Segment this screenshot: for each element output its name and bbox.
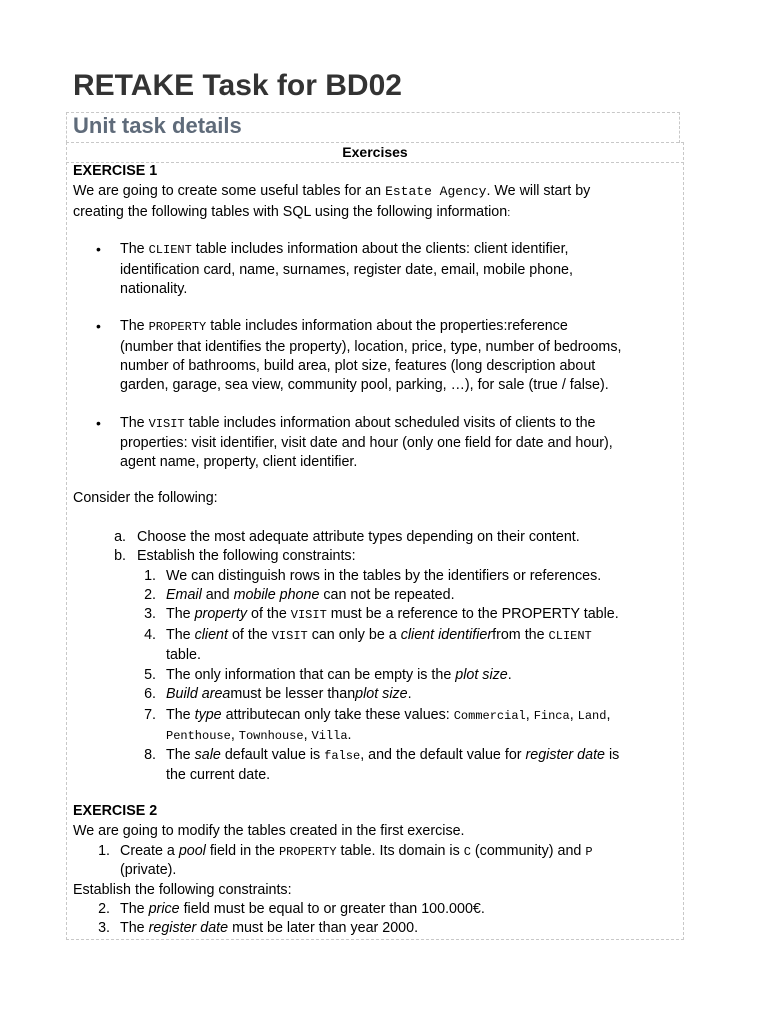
visit-table-line1: The VISIT table includes information about scheduled visits of clients to the [120, 415, 596, 431]
constraint-1: We can distinguish rows in the tables by the identifiers or references. [166, 568, 602, 584]
exercise2-item-2: The price field must be equal to or greater than 100.000€. [120, 901, 485, 917]
constraint-number: 5. [144, 667, 156, 683]
document-title: RETAKE Task for BD02 [73, 69, 402, 102]
item-number: 1. [98, 843, 110, 859]
establish-text: Establish the following constraints: [73, 882, 292, 898]
bullet-icon: • [96, 415, 101, 431]
exercise2-item-1: Create a pool field in the PROPERTY table. Its domain is C (community) and P [120, 843, 593, 859]
constraint-8-line2: the current date. [166, 767, 271, 783]
bullet-icon: • [96, 318, 101, 334]
list-label-a: a. [114, 529, 126, 545]
list-label-b: b. [114, 548, 126, 564]
client-table-line3: nationality. [120, 281, 188, 297]
exercise1-heading: EXERCISE 1 [73, 163, 158, 179]
item-b-text: Establish the following constraints: [137, 548, 356, 564]
constraint-7: The type attributecan only take these values: Commercial, Finca, Land, [166, 707, 611, 723]
bullet-icon: • [96, 241, 101, 257]
constraint-5: The only information that can be empty is the plot size. [166, 667, 512, 683]
section-subtitle: Unit task details [73, 113, 242, 138]
constraint-number: 3. [144, 606, 156, 622]
exercise2-item-3: The register date must be later than year 2000. [120, 920, 419, 936]
visit-table-line2: properties: visit identifier, visit date and hour (only one field for date and hour), [120, 435, 613, 451]
constraint-4: The client of the VISIT can only be a client identifierfrom the CLIENT [166, 627, 592, 643]
client-table-line1: The CLIENT table includes information about the clients: client identifier, [120, 241, 569, 257]
constraint-number: 6. [144, 686, 156, 702]
constraint-7-line2: Penthouse, Townhouse, Villa. [166, 727, 352, 743]
constraint-2: Email and mobile phone can not be repeated. [166, 587, 455, 603]
client-table-line2: identification card, name, surnames, register date, email, mobile phone, [120, 262, 573, 278]
exercise2-item-1-line2: (private). [120, 862, 177, 878]
constraint-number: 2. [144, 587, 156, 603]
property-table-line1: The PROPERTY table includes information about the properties:reference [120, 318, 568, 334]
item-number: 3. [98, 920, 110, 936]
header-divider [66, 162, 684, 163]
constraint-4-line2: table. [166, 647, 201, 663]
consider-text: Consider the following: [73, 490, 218, 506]
constraint-number: 1. [144, 568, 156, 584]
constraint-number: 8. [144, 747, 156, 763]
property-table-line3: number of bathrooms, build area, plot size, features (long description about [120, 358, 596, 374]
exercises-header: Exercises [342, 144, 408, 160]
exercise1-intro-line2: creating the following tables with SQL using the following information: [73, 204, 511, 220]
constraint-3: The property of the VISIT must be a reference to the PROPERTY table. [166, 606, 619, 622]
item-a-text: Choose the most adequate attribute types depending on their content. [137, 529, 580, 545]
property-table-line2: (number that identifies the property), location, price, type, number of bedrooms, [120, 339, 622, 355]
constraint-number: 7. [144, 707, 156, 723]
exercise1-intro-line1: We are going to create some useful tables for an Estate Agency. We will start by [73, 183, 591, 199]
item-number: 2. [98, 901, 110, 917]
exercise2-heading: EXERCISE 2 [73, 803, 158, 819]
constraint-number: 4. [144, 627, 156, 643]
property-table-line4: garden, garage, sea view, community pool, parking, …), for sale (true / false). [120, 377, 609, 393]
exercise2-intro: We are going to modify the tables created in the first exercise. [73, 823, 465, 839]
constraint-6: Build areamust be lesser thanplot size. [166, 686, 412, 702]
constraint-8: The sale default value is false, and the default value for register date is [166, 747, 620, 763]
visit-table-line3: agent name, property, client identifier. [120, 454, 358, 470]
